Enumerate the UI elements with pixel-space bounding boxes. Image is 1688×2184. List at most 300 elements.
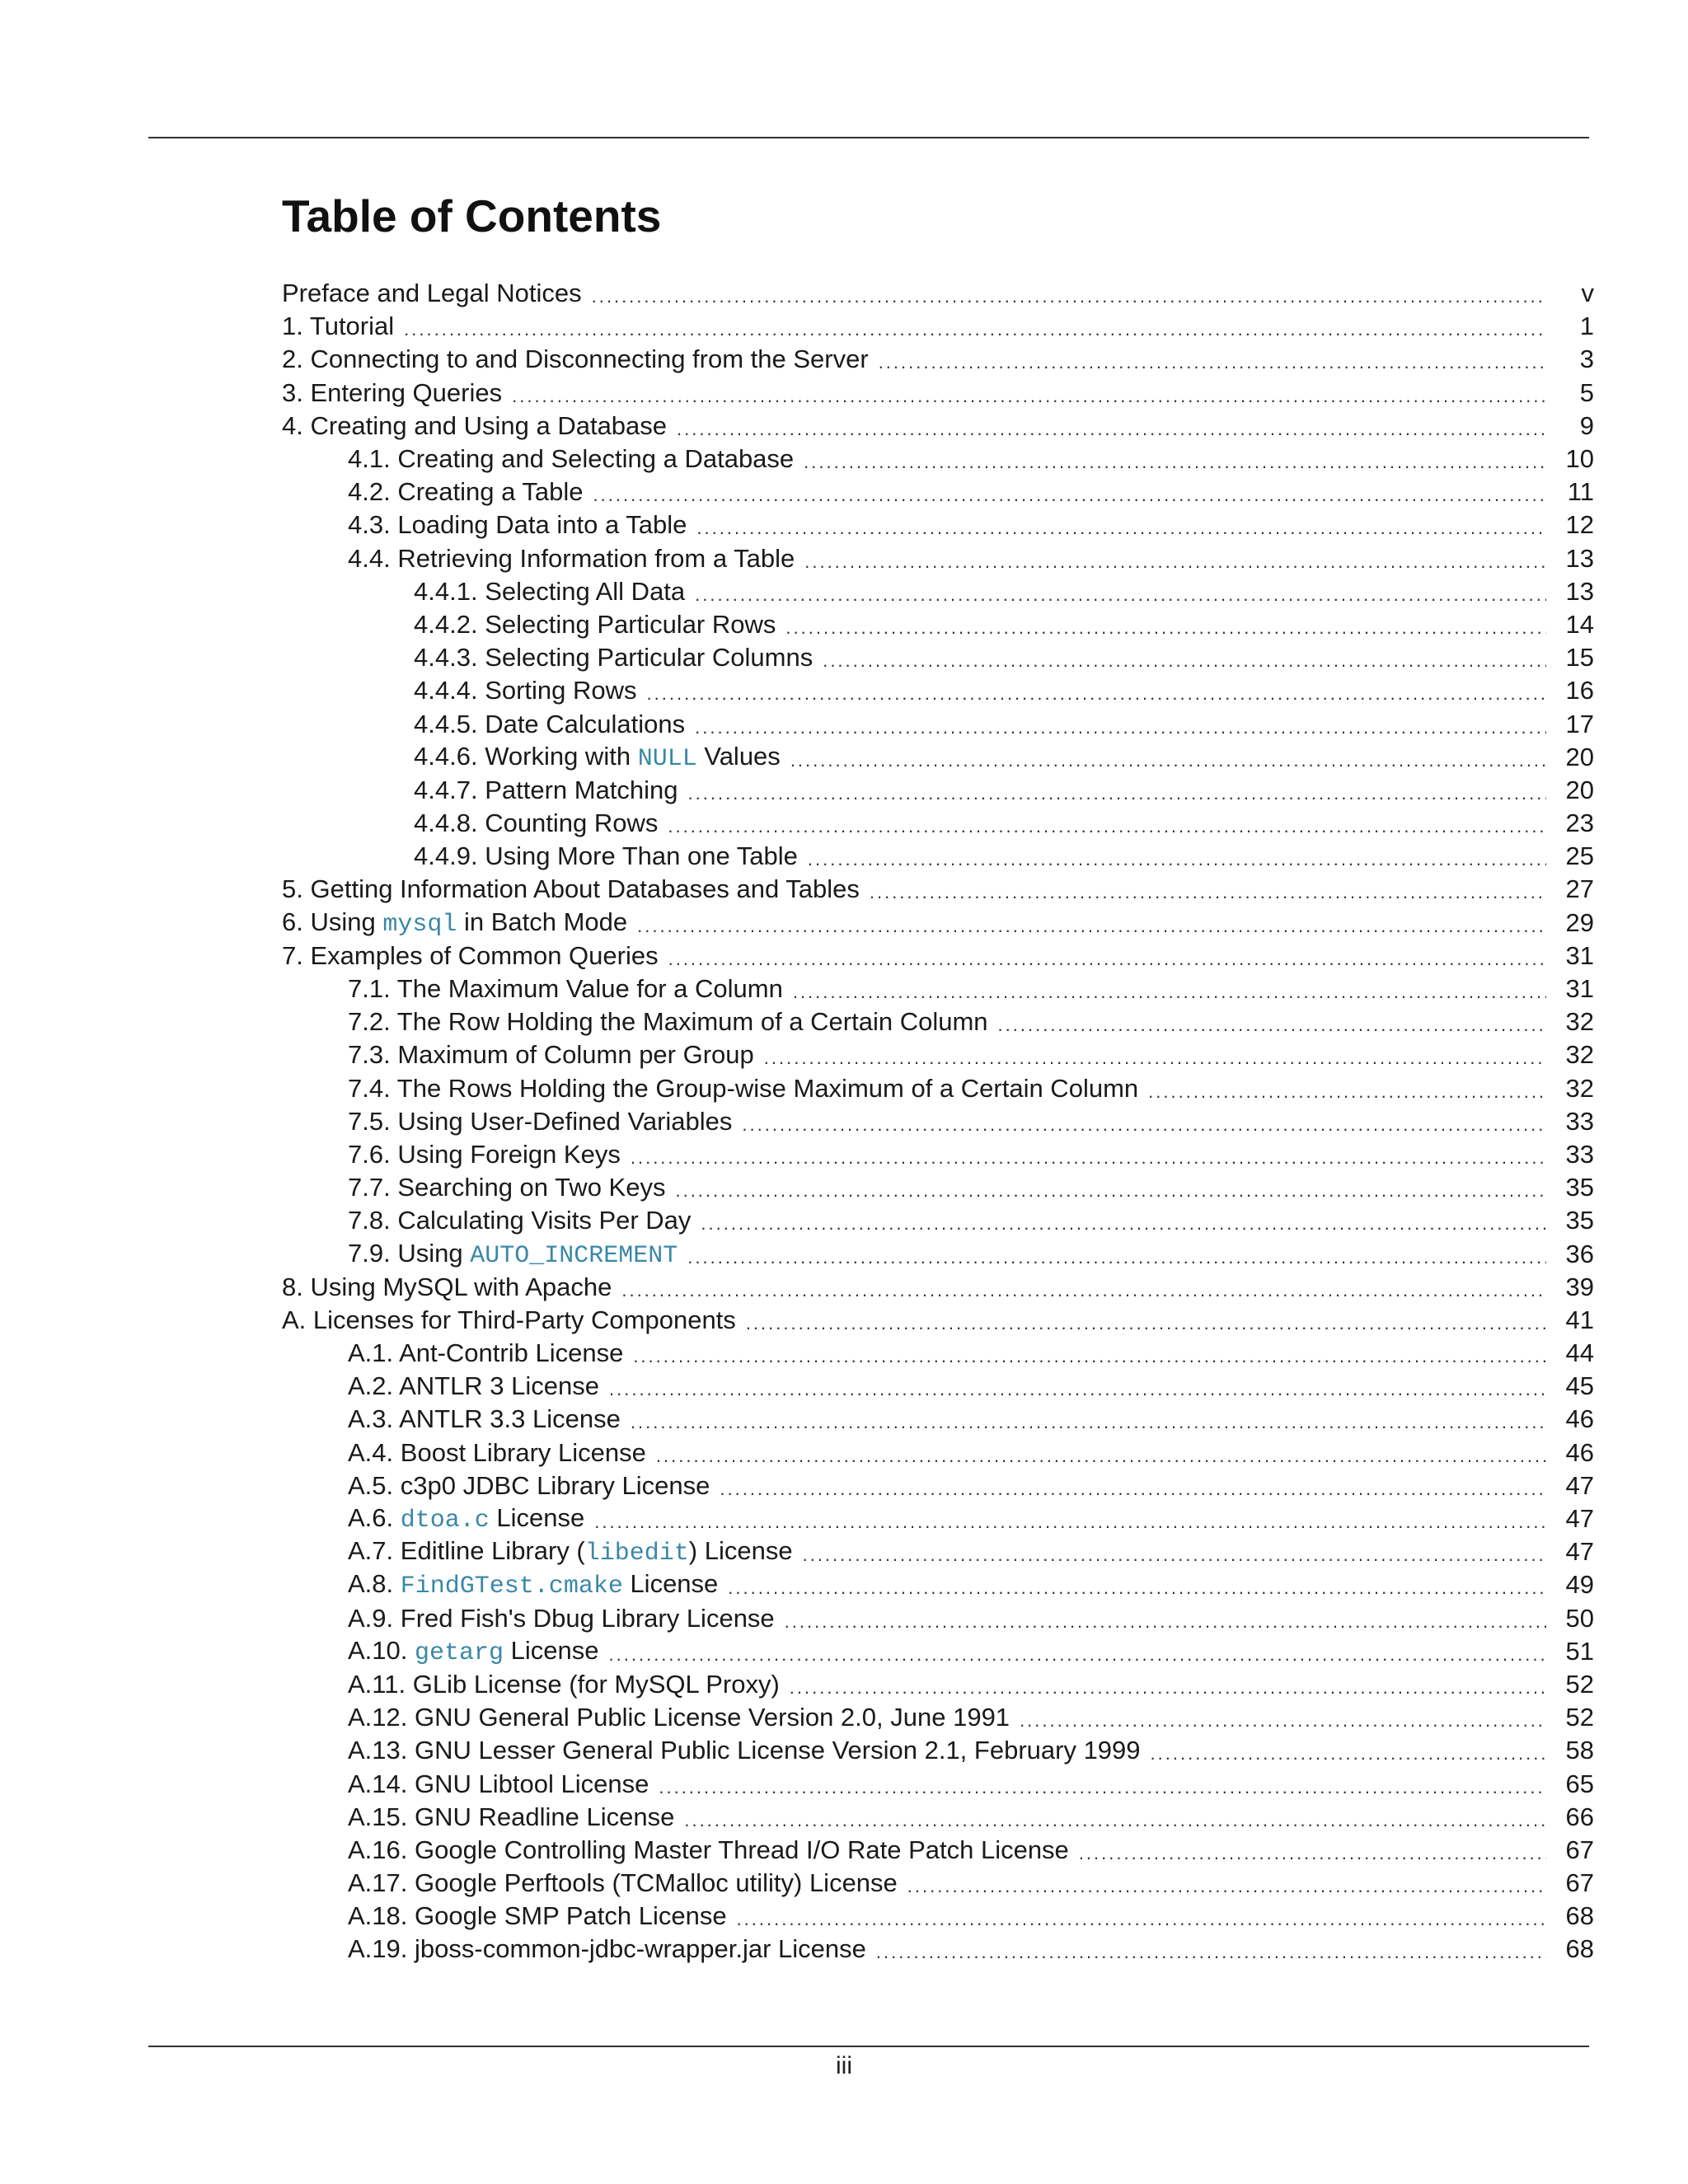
- toc-entry[interactable]: [282, 807, 1594, 840]
- toc-entry-page[interactable]: 20: [1565, 742, 1594, 771]
- toc-entry-title[interactable]: [282, 1272, 621, 1302]
- toc-entry-title[interactable]: [348, 1503, 594, 1535]
- toc-entry[interactable]: [282, 1204, 1594, 1237]
- toc-entry-title[interactable]: [348, 1173, 675, 1202]
- toc-entry-text: Getting Information About Databases and Tables: [310, 874, 860, 904]
- toc-entry-number: A.8.: [348, 1569, 394, 1599]
- toc-list: [282, 277, 1594, 1966]
- toc-entry-page[interactable]: 52: [1565, 1669, 1594, 1699]
- toc-entry[interactable]: [282, 1469, 1594, 1502]
- toc-entry-number: 7.5.: [348, 1106, 391, 1136]
- toc-entry[interactable]: [282, 1038, 1594, 1071]
- footer-page-number: iii: [836, 2052, 852, 2079]
- toc-entry-title[interactable]: [348, 1636, 609, 1667]
- toc-entry-number: A.: [282, 1305, 307, 1334]
- toc-entry-text: c3p0 JDBC Library License: [400, 1470, 710, 1500]
- toc-entry-title[interactable]: [348, 1471, 720, 1501]
- toc-entry-page[interactable]: 44: [1565, 1338, 1594, 1368]
- toc-entry[interactable]: [282, 1568, 1594, 1601]
- dot-leader: [609, 1379, 1546, 1400]
- dot-leader: [728, 1577, 1546, 1599]
- toc-entry-title[interactable]: [282, 874, 870, 904]
- toc-entry-text: Using User-Defined Variables: [397, 1106, 733, 1136]
- toc-entry[interactable]: [282, 608, 1594, 641]
- dot-leader: [808, 849, 1546, 870]
- toc-entry-number: A.13.: [348, 1736, 408, 1765]
- toc-entry-title[interactable]: [414, 676, 647, 705]
- dot-leader: [785, 617, 1546, 639]
- dot-leader: [746, 1313, 1546, 1334]
- toc-entry-number: A.17.: [348, 1868, 408, 1898]
- toc-entry[interactable]: [282, 1237, 1594, 1270]
- toc-entry-text: Retrieving Information from a Table: [397, 543, 795, 573]
- toc-entry-text: Examples of Common Queries: [310, 940, 659, 970]
- toc-entry-page[interactable]: 68: [1565, 1934, 1594, 1964]
- toc-entry-title[interactable]: [414, 841, 808, 871]
- toc-entry-code: getarg: [415, 1638, 504, 1667]
- toc-entry-page[interactable]: 39: [1565, 1272, 1594, 1301]
- toc-entry[interactable]: [282, 674, 1594, 707]
- dot-leader: [631, 1412, 1546, 1433]
- toc-entry[interactable]: [282, 476, 1594, 509]
- toc-entry-number: 4.2.: [348, 477, 391, 507]
- dot-leader: [404, 319, 1546, 340]
- toc-entry-page[interactable]: 20: [1565, 775, 1594, 804]
- dot-leader: [684, 1810, 1546, 1831]
- toc-entry-number: 4.4.4.: [414, 676, 478, 705]
- toc-entry-number: 4.4.5.: [414, 709, 478, 738]
- toc-entry-text: GNU Readline License: [415, 1802, 675, 1831]
- toc-entry-title[interactable]: [348, 510, 696, 540]
- toc-entry-title[interactable]: [348, 1074, 1148, 1104]
- dot-leader: [907, 1876, 1546, 1897]
- dot-leader: [677, 419, 1546, 440]
- toc-entry[interactable]: [282, 343, 1594, 376]
- toc-entry-page[interactable]: 31: [1565, 974, 1594, 1004]
- toc-entry-title[interactable]: [348, 1040, 764, 1070]
- toc-entry-title[interactable]: [414, 610, 785, 640]
- toc-entry-page[interactable]: 68: [1565, 1901, 1594, 1931]
- toc-entry-text: Sorting Rows: [485, 676, 637, 705]
- toc-entry-text: Loading Data into a Table: [397, 510, 687, 540]
- toc-entry-text: License: [622, 1569, 719, 1599]
- toc-entry-page[interactable]: 25: [1565, 841, 1594, 871]
- dot-leader: [1148, 1081, 1546, 1103]
- toc-entry[interactable]: [282, 509, 1594, 541]
- dot-leader: [696, 518, 1546, 539]
- toc-entry-text: Boost Library License: [400, 1437, 646, 1467]
- dot-leader: [668, 816, 1546, 837]
- toc-entry-number: A.9.: [348, 1603, 394, 1633]
- toc-entry-text: GNU Lesser General Public License Version 2.1, February 1999: [415, 1736, 1141, 1765]
- toc-entry[interactable]: [282, 707, 1594, 740]
- toc-entry-title[interactable]: [348, 544, 804, 574]
- toc-entry-title[interactable]: [348, 1670, 790, 1699]
- toc-entry-number: 2.: [282, 344, 303, 374]
- toc-entry-text: The Maximum Value for a Column: [396, 974, 783, 1004]
- toc-entry[interactable]: [282, 1867, 1594, 1900]
- toc-entry-page[interactable]: 16: [1565, 676, 1594, 705]
- toc-entry-page[interactable]: 52: [1565, 1703, 1594, 1732]
- toc-entry-text: Using MySQL with Apache: [310, 1272, 612, 1301]
- toc-entry-number: 4.4.7.: [414, 775, 478, 804]
- toc-entry-number: 4.1.: [348, 444, 391, 474]
- toc-entry[interactable]: [282, 277, 1594, 310]
- toc-entry-page[interactable]: v: [1581, 279, 1594, 308]
- toc-entry-number: 6.: [282, 907, 303, 936]
- dot-leader: [688, 783, 1546, 804]
- toc-entry-number: A.18.: [348, 1901, 408, 1931]
- toc-entry-title[interactable]: [414, 643, 823, 673]
- dot-leader: [675, 1180, 1546, 1202]
- toc-entry-title[interactable]: [348, 1736, 1151, 1765]
- toc-entry[interactable]: [282, 1403, 1594, 1436]
- toc-entry[interactable]: [282, 1138, 1594, 1171]
- toc-entry-page[interactable]: 47: [1565, 1537, 1594, 1567]
- toc-entry-number: A.11.: [348, 1669, 406, 1699]
- toc-entry-text: License: [504, 1635, 599, 1665]
- toc-entry-number: 4.4.2.: [414, 609, 478, 639]
- toc-entry-title[interactable]: [348, 1769, 659, 1799]
- toc-entry-text: Google SMP Patch License: [415, 1901, 727, 1931]
- toc-entry-title[interactable]: [282, 279, 592, 308]
- toc-entry-page[interactable]: 50: [1565, 1603, 1594, 1633]
- toc-entry[interactable]: [282, 1370, 1594, 1403]
- toc-entry-title[interactable]: [282, 344, 879, 374]
- toc-entry-number: 4.4.3.: [414, 643, 478, 673]
- toc-entry-page[interactable]: 67: [1565, 1835, 1594, 1864]
- toc-entry[interactable]: [282, 774, 1594, 807]
- toc-entry-title[interactable]: [282, 378, 512, 408]
- toc-entry-text: Google Controlling Master Thread I/O Rate Patch License: [415, 1835, 1069, 1864]
- dot-leader: [879, 352, 1546, 373]
- toc-entry-number: A.10.: [348, 1635, 408, 1665]
- toc-entry-number: 4.: [282, 410, 303, 440]
- toc-entry-text: Preface and Legal Notices: [282, 279, 582, 308]
- toc-entry[interactable]: [282, 1834, 1594, 1867]
- dot-leader: [785, 1611, 1546, 1633]
- toc-entry-title[interactable]: [414, 710, 695, 739]
- dot-leader: [647, 683, 1546, 705]
- toc-entry-title[interactable]: [348, 1868, 907, 1898]
- toc-entry-title[interactable]: [348, 477, 593, 507]
- toc-entry[interactable]: [282, 1933, 1594, 1966]
- toc-entry-page[interactable]: 49: [1565, 1570, 1594, 1600]
- page-title: Table of Contents: [282, 190, 662, 241]
- toc-entry-text: Creating and Using a Database: [310, 410, 668, 440]
- toc-entry-page[interactable]: 65: [1565, 1769, 1594, 1798]
- toc-entry-number: 7.2.: [348, 1007, 391, 1037]
- dot-leader: [687, 1247, 1546, 1268]
- toc-entry[interactable]: [282, 542, 1594, 575]
- dot-leader: [790, 1677, 1546, 1699]
- toc-entry-title[interactable]: [282, 907, 637, 939]
- toc-entry-page[interactable]: 67: [1565, 1868, 1594, 1898]
- toc-entry-page[interactable]: 51: [1565, 1636, 1594, 1666]
- toc-entry-title[interactable]: [348, 1438, 656, 1468]
- toc-entry-title[interactable]: [348, 974, 793, 1004]
- toc-entry-text: Values: [696, 741, 781, 771]
- toc-entry-text: Pattern Matching: [485, 775, 678, 804]
- toc-entry[interactable]: [282, 575, 1594, 608]
- dot-leader: [592, 286, 1546, 307]
- toc-entry-number: 4.3.: [348, 510, 391, 540]
- toc-entry-text: Working with: [485, 741, 638, 771]
- toc-entry[interactable]: [282, 1635, 1594, 1668]
- toc-entry-number: A.4.: [348, 1437, 394, 1467]
- toc-entry-page[interactable]: 45: [1565, 1371, 1594, 1401]
- toc-entry-page[interactable]: 15: [1565, 643, 1594, 673]
- toc-entry-number: 4.4.8.: [414, 808, 478, 838]
- toc-entry-page[interactable]: 33: [1565, 1106, 1594, 1136]
- toc-entry-page[interactable]: 46: [1565, 1437, 1594, 1467]
- toc-entry-page[interactable]: 41: [1565, 1305, 1594, 1334]
- toc-entry-page[interactable]: 31: [1565, 940, 1594, 970]
- toc-entry-code: mysql: [382, 910, 457, 939]
- toc-entry-text: Using: [310, 907, 383, 936]
- toc-entry-page[interactable]: 5: [1579, 377, 1594, 407]
- toc-entry-page[interactable]: 35: [1565, 1173, 1594, 1202]
- toc-entry[interactable]: [282, 410, 1594, 443]
- toc-entry-number: A.5.: [348, 1470, 394, 1500]
- toc-entry-page[interactable]: 47: [1565, 1470, 1594, 1500]
- toc-entry-text: Date Calculations: [485, 709, 686, 738]
- toc-entry-text: Using More Than one Table: [485, 841, 798, 871]
- toc-entry[interactable]: [282, 1502, 1594, 1535]
- toc-entry[interactable]: [282, 1171, 1594, 1204]
- toc-entry-title[interactable]: [348, 1206, 701, 1235]
- toc-entry-page[interactable]: 46: [1565, 1404, 1594, 1434]
- toc-entry-code: dtoa.c: [400, 1507, 490, 1535]
- toc-entry-code: libedit: [584, 1540, 689, 1568]
- toc-entry-title[interactable]: [348, 1901, 737, 1931]
- toc-entry-number: A.15.: [348, 1802, 408, 1831]
- toc-entry-text: Selecting Particular Rows: [485, 609, 776, 639]
- toc-entry-number: 1.: [282, 312, 303, 341]
- toc-entry-number: 7.: [282, 940, 303, 970]
- toc-entry-title[interactable]: [282, 1305, 746, 1335]
- toc-entry-title[interactable]: [348, 1404, 631, 1434]
- toc-entry-page[interactable]: 32: [1565, 1073, 1594, 1103]
- toc-entry-page[interactable]: 13: [1565, 576, 1594, 606]
- toc-entry[interactable]: [282, 1535, 1594, 1568]
- toc-entry[interactable]: [282, 1436, 1594, 1469]
- toc-entry[interactable]: [282, 1072, 1594, 1105]
- toc-entry-title[interactable]: [348, 1007, 998, 1037]
- toc-entry-number: A.16.: [348, 1835, 408, 1864]
- toc-entry-page[interactable]: 9: [1579, 410, 1594, 440]
- toc-entry-page[interactable]: 14: [1565, 609, 1594, 639]
- toc-entry[interactable]: [282, 840, 1594, 873]
- toc-entry-code: AUTO_INCREMENT: [470, 1241, 678, 1270]
- dot-leader: [720, 1479, 1546, 1500]
- dot-leader: [998, 1015, 1546, 1036]
- toc-entry-number: A.2.: [348, 1371, 394, 1401]
- toc-entry-code: NULL: [637, 744, 697, 773]
- toc-entry[interactable]: [282, 310, 1594, 343]
- dot-leader: [609, 1644, 1546, 1666]
- dot-leader: [804, 551, 1546, 573]
- toc-entry-code: FindGTest.cmake: [400, 1572, 623, 1601]
- dot-leader: [1079, 1843, 1546, 1864]
- toc-entry-text: The Row Holding the Maximum of a Certain Column: [396, 1007, 988, 1037]
- toc-entry-page[interactable]: 3: [1579, 344, 1594, 374]
- toc-entry-text: Calculating Visits Per Day: [397, 1206, 692, 1235]
- toc-entry-page[interactable]: 32: [1565, 1040, 1594, 1070]
- toc-entry-number: 4.4.9.: [414, 841, 478, 871]
- toc-entry-page[interactable]: 58: [1565, 1736, 1594, 1765]
- toc-entry-title[interactable]: [348, 1371, 609, 1401]
- toc-entry-number: A.19.: [348, 1934, 408, 1964]
- toc-entry-page[interactable]: 11: [1567, 477, 1594, 507]
- toc-entry-text: Google Perftools (TCMalloc utility) License: [415, 1868, 898, 1898]
- toc-entry-title[interactable]: [414, 742, 790, 773]
- dot-leader: [1020, 1710, 1546, 1732]
- dot-leader: [633, 1346, 1546, 1367]
- header-rule: [148, 137, 1589, 138]
- toc-entry[interactable]: [282, 1105, 1594, 1138]
- dot-leader: [631, 1147, 1546, 1169]
- toc-entry-text: Counting Rows: [485, 808, 659, 838]
- toc-entry-title[interactable]: [414, 808, 668, 838]
- dot-leader: [876, 1942, 1546, 1963]
- toc-entry-title[interactable]: [348, 1536, 803, 1568]
- toc-entry-page[interactable]: 36: [1565, 1239, 1594, 1268]
- toc-entry-title[interactable]: [348, 444, 804, 474]
- dot-leader: [803, 1544, 1546, 1566]
- toc-entry-text: ) License: [688, 1536, 793, 1566]
- toc-entry-title[interactable]: [348, 1802, 684, 1832]
- dot-leader: [790, 750, 1546, 771]
- dot-leader: [742, 1114, 1546, 1136]
- toc-entry-number: 8.: [282, 1272, 303, 1301]
- toc-entry-number: 4.4.6.: [414, 741, 478, 771]
- toc-entry-title[interactable]: [282, 312, 404, 341]
- toc-entry-text: Selecting Particular Columns: [485, 643, 814, 673]
- toc-entry[interactable]: [282, 377, 1594, 410]
- dot-leader: [695, 584, 1546, 606]
- footer-rule: [148, 2046, 1589, 2047]
- dot-leader: [1151, 1743, 1546, 1765]
- dot-leader: [637, 916, 1546, 937]
- toc-entry[interactable]: [282, 1271, 1594, 1304]
- toc-entry-number: A.6.: [348, 1503, 394, 1533]
- toc-entry[interactable]: [282, 1701, 1594, 1734]
- toc-entry-text: Entering Queries: [310, 377, 503, 407]
- toc-entry-number: A.3.: [348, 1404, 394, 1434]
- toc-entry-page[interactable]: 66: [1565, 1802, 1594, 1831]
- toc-entry-title[interactable]: [348, 1934, 876, 1964]
- toc-entry-page[interactable]: 27: [1565, 874, 1594, 904]
- toc-entry-number: 7.7.: [348, 1173, 391, 1202]
- toc-entry-page[interactable]: 32: [1565, 1007, 1594, 1037]
- toc-entry-title[interactable]: [348, 1239, 687, 1270]
- toc-entry-title[interactable]: [348, 1604, 785, 1633]
- toc-entry-title[interactable]: [348, 1338, 633, 1368]
- dot-leader: [668, 949, 1546, 970]
- toc-entry-title[interactable]: [348, 1569, 728, 1601]
- toc-entry-text: Editline Library (: [400, 1536, 585, 1566]
- dot-leader: [621, 1280, 1546, 1301]
- toc-entry-number: 7.8.: [348, 1206, 391, 1235]
- toc-entry-text: Using: [397, 1238, 471, 1268]
- toc-entry-page[interactable]: 1: [1579, 312, 1594, 341]
- toc-entry-page[interactable]: 10: [1565, 444, 1594, 474]
- toc-entry-page[interactable]: 12: [1565, 510, 1594, 540]
- toc-entry[interactable]: [282, 443, 1594, 476]
- toc-entry[interactable]: [282, 1734, 1594, 1767]
- toc-entry[interactable]: [282, 641, 1594, 674]
- toc-entry[interactable]: [282, 940, 1594, 972]
- dot-leader: [823, 650, 1546, 672]
- dot-leader: [737, 1909, 1546, 1930]
- toc-entry-number: 7.4.: [348, 1073, 391, 1103]
- toc-entry-text: License: [489, 1503, 585, 1533]
- toc-entry[interactable]: [282, 1668, 1594, 1701]
- toc-entry-number: A.1.: [348, 1338, 394, 1368]
- toc-entry-text: Selecting All Data: [485, 576, 686, 606]
- toc-entry-title[interactable]: [414, 776, 688, 805]
- toc-entry-text: Licenses for Third-Party Components: [312, 1305, 736, 1334]
- toc-entry-title[interactable]: [348, 1835, 1079, 1865]
- dot-leader: [764, 1047, 1546, 1069]
- toc-entry[interactable]: [282, 741, 1594, 774]
- toc-entry-text: in Batch Mode: [457, 907, 628, 936]
- toc-entry-page[interactable]: 35: [1565, 1206, 1594, 1235]
- toc-entry-page[interactable]: 33: [1565, 1139, 1594, 1169]
- toc-entry-text: GNU General Public License Version 2.0, June 1991: [415, 1703, 1010, 1732]
- toc-entry-title[interactable]: [348, 1107, 742, 1137]
- toc-entry[interactable]: [282, 1337, 1594, 1370]
- toc-entry-page[interactable]: 17: [1565, 709, 1594, 738]
- dot-leader: [656, 1446, 1546, 1467]
- toc-entry-number: A.12.: [348, 1703, 408, 1732]
- toc-entry[interactable]: [282, 1304, 1594, 1337]
- toc-entry[interactable]: [282, 873, 1594, 906]
- toc-entry[interactable]: [282, 1801, 1594, 1834]
- toc-entry-text: GNU Libtool License: [415, 1769, 649, 1798]
- toc-entry-text: GLib License (for MySQL Proxy): [412, 1669, 780, 1699]
- dot-leader: [793, 982, 1546, 1003]
- toc-entry-text: ANTLR 3.3 License: [399, 1404, 621, 1434]
- dot-leader: [593, 485, 1546, 506]
- toc-entry-page[interactable]: 13: [1565, 543, 1594, 573]
- toc-entry-text: Searching on Two Keys: [397, 1173, 666, 1202]
- toc-entry[interactable]: [282, 1602, 1594, 1635]
- toc-entry-title[interactable]: [282, 411, 677, 441]
- toc-entry-text: ANTLR 3 License: [399, 1371, 600, 1401]
- toc-entry-title[interactable]: [348, 1703, 1020, 1732]
- toc-entry[interactable]: [282, 907, 1594, 940]
- toc-entry[interactable]: [282, 972, 1594, 1005]
- toc-entry-page[interactable]: 23: [1565, 808, 1594, 838]
- toc-entry-page[interactable]: 47: [1565, 1504, 1594, 1534]
- toc-entry[interactable]: [282, 1900, 1594, 1933]
- dot-leader: [701, 1213, 1546, 1235]
- dot-leader: [695, 717, 1546, 738]
- toc-entry-number: A.14.: [348, 1769, 408, 1798]
- toc-entry-page[interactable]: 29: [1565, 907, 1594, 937]
- toc-entry[interactable]: [282, 1767, 1594, 1800]
- toc-entry-title[interactable]: [414, 577, 695, 607]
- toc-entry-number: 4.4.: [348, 543, 391, 573]
- toc-entry-title[interactable]: [348, 1140, 631, 1169]
- dot-leader: [512, 386, 1546, 407]
- toc-entry-title[interactable]: [282, 941, 668, 971]
- toc-entry-text: Ant-Contrib License: [399, 1338, 624, 1368]
- toc-entry-text: jboss-common-jdbc-wrapper.jar License: [415, 1934, 866, 1964]
- toc-entry[interactable]: [282, 1005, 1594, 1038]
